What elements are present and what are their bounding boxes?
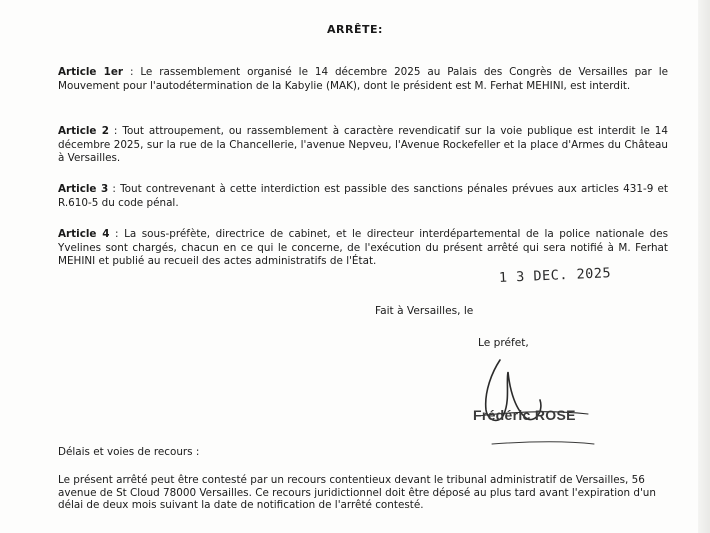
article-2-label: Article 2	[58, 125, 109, 137]
fait-a-versailles: Fait à Versailles, le	[375, 305, 474, 317]
article-2-text: : Tout attroupement, ou rassemblement à caractère revendicatif sur la voie publique est interdit le 14 décembre 2025, sur la rue de la Chancellerie, l'avenue Nepveu, l'Avenue Rockefeller et la place d'Armes du Château à Versailles.	[58, 125, 669, 164]
article-1-label: Article 1er	[58, 66, 124, 78]
article-4	[58, 228, 668, 269]
signatory-title: Le préfet,	[478, 337, 529, 349]
signatory-name: Frédéric ROSE	[473, 407, 576, 423]
article-3-label: Article 3	[58, 183, 109, 195]
article-3-text: : Tout contrevenant à cette interdiction est passible des sanctions pénales prévues aux articles 431-9 et R.610-5 du code pénal.	[58, 183, 669, 209]
article-1	[58, 66, 668, 93]
article-2	[58, 125, 668, 166]
recours-text: Le présent arrêté peut être contesté par un recours contentieux devant le tribunal administratif de Versailles, 56 avenue de St Cloud 78000 Versailles. Ce recours juridictionnel doit être déposé au plus tard avant l'expiration d'un délai de deux mois suivant la date de notification de l'arrêté contesté.	[58, 474, 656, 512]
article-4-text: : La sous-préfète, directrice de cabinet, et le directeur interdépartemental de la police nationale des Yvelines sont chargés, chacun en ce qui le concerne, de l'exécution du présent arrêté qui sera notifié à M. Ferhat MEHINI et publié au recueil des actes administratifs de l'État.	[58, 228, 668, 267]
article-4-label: Article 4	[58, 228, 110, 240]
article-3	[58, 183, 668, 210]
page-edge-shadow	[698, 0, 710, 533]
handwritten-signature	[470, 352, 600, 452]
date-stamp: 1 3 DEC. 2025	[498, 265, 612, 286]
delais-heading: Délais et voies de recours :	[58, 446, 200, 458]
article-1-text: : Le rassemblement organisé le 14 décembre 2025 au Palais des Congrès de Versailles par le Mouvement pour l'autodétermination de la Kabylie (MAK), dont le président est M. Ferhat MEHINI, est interdit.	[58, 66, 668, 92]
document-title: ARRÊTE:	[327, 23, 383, 36]
